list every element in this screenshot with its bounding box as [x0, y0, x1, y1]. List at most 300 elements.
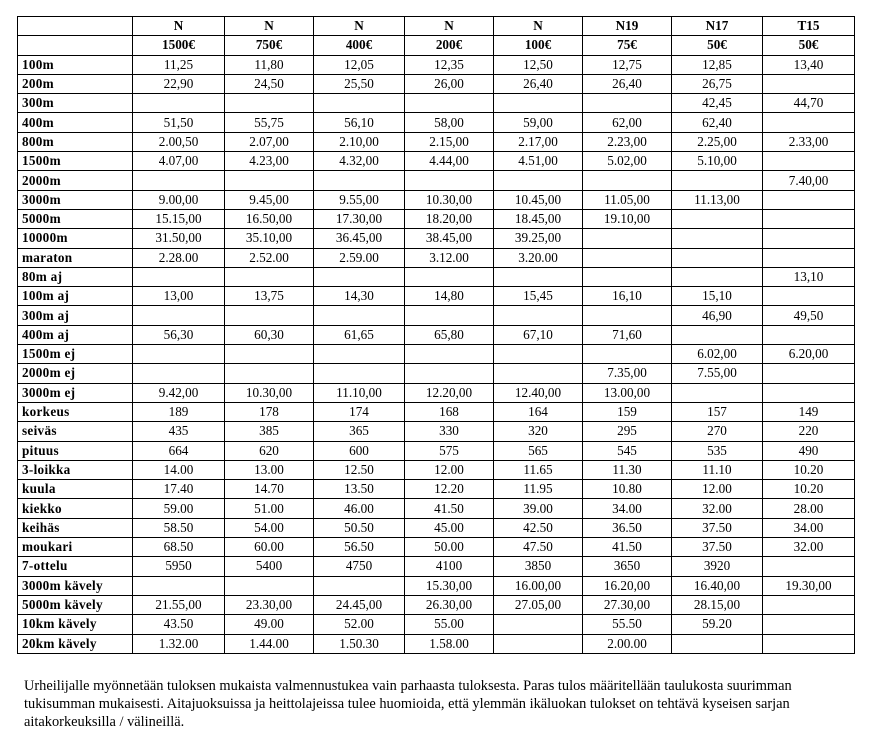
result-cell	[763, 209, 855, 228]
result-cell: 45.00	[405, 518, 494, 537]
result-cell: 365	[314, 422, 405, 441]
header-cell: 100€	[494, 36, 583, 55]
result-cell: 11,80	[225, 55, 314, 74]
result-cell: 32.00	[763, 538, 855, 557]
result-cell: 11.95	[494, 480, 583, 499]
result-cell	[494, 345, 583, 364]
event-name-cell: 1500m ej	[18, 345, 133, 364]
result-cell	[672, 171, 763, 190]
result-cell: 25,50	[314, 74, 405, 93]
result-cell	[763, 364, 855, 383]
result-cell	[672, 634, 763, 653]
result-cell: 18.20,00	[405, 209, 494, 228]
result-cell: 26.30,00	[405, 595, 494, 614]
table-row	[18, 74, 855, 93]
result-cell: 168	[405, 402, 494, 421]
result-cell: 10.45,00	[494, 190, 583, 209]
result-cell: 3.20.00	[494, 248, 583, 267]
result-cell: 12.50	[314, 460, 405, 479]
result-cell: 159	[583, 402, 672, 421]
result-cell	[405, 306, 494, 325]
result-cell: 19.10,00	[583, 209, 672, 228]
result-cell	[494, 171, 583, 190]
result-cell: 26,00	[405, 74, 494, 93]
table-row	[18, 267, 855, 286]
result-cell: 13.50	[314, 480, 405, 499]
result-cell: 2.33,00	[763, 132, 855, 151]
event-name-cell: 2000m ej	[18, 364, 133, 383]
result-cell: 61,65	[314, 325, 405, 344]
result-cell	[763, 634, 855, 653]
result-cell: 2.23,00	[583, 132, 672, 151]
result-cell	[314, 576, 405, 595]
result-cell: 31.50,00	[133, 229, 225, 248]
result-cell: 2.15,00	[405, 132, 494, 151]
result-cell	[225, 364, 314, 383]
result-cell	[133, 306, 225, 325]
header-corner-cell	[18, 36, 133, 55]
result-cell: 12.20,00	[405, 383, 494, 402]
event-name-cell: 3000m ej	[18, 383, 133, 402]
result-cell: 270	[672, 422, 763, 441]
result-cell: 2.00,50	[133, 132, 225, 151]
result-cell: 55.50	[583, 615, 672, 634]
result-cell: 4100	[405, 557, 494, 576]
result-cell: 2.17,00	[494, 132, 583, 151]
result-cell	[583, 229, 672, 248]
event-name-cell: 2000m	[18, 171, 133, 190]
table-row	[18, 538, 855, 557]
result-cell: 2.52.00	[225, 248, 314, 267]
table-row	[18, 132, 855, 151]
result-cell: 32.00	[672, 499, 763, 518]
event-name-cell: moukari	[18, 538, 133, 557]
result-cell	[314, 94, 405, 113]
result-cell: 3.12.00	[405, 248, 494, 267]
event-name-cell: 400m	[18, 113, 133, 132]
result-cell: 1.58.00	[405, 634, 494, 653]
result-cell: 664	[133, 441, 225, 460]
table-row	[18, 557, 855, 576]
result-cell: 34.00	[583, 499, 672, 518]
result-cell: 11.10	[672, 460, 763, 479]
result-cell: 60.00	[225, 538, 314, 557]
result-cell: 24,50	[225, 74, 314, 93]
result-cell	[763, 557, 855, 576]
result-cell: 46,90	[672, 306, 763, 325]
result-cell	[314, 306, 405, 325]
event-name-cell: 3000m kävely	[18, 576, 133, 595]
result-cell: 4.44,00	[405, 152, 494, 171]
result-cell: 27.30,00	[583, 595, 672, 614]
result-cell: 11.13,00	[672, 190, 763, 209]
result-cell	[225, 306, 314, 325]
result-cell: 7.40,00	[763, 171, 855, 190]
result-cell	[763, 152, 855, 171]
header-cell: 50€	[763, 36, 855, 55]
table-row	[18, 306, 855, 325]
result-cell: 575	[405, 441, 494, 460]
table-row	[18, 229, 855, 248]
header-cell: N17	[672, 17, 763, 36]
table-row	[18, 209, 855, 228]
result-cell: 24.45,00	[314, 595, 405, 614]
result-cell: 385	[225, 422, 314, 441]
result-cell: 320	[494, 422, 583, 441]
result-cell: 68.50	[133, 538, 225, 557]
table-row	[18, 364, 855, 383]
result-cell: 15,10	[672, 287, 763, 306]
result-cell: 56.50	[314, 538, 405, 557]
result-cell: 13,10	[763, 267, 855, 286]
result-cell: 14,80	[405, 287, 494, 306]
result-cell: 2.25,00	[672, 132, 763, 151]
result-cell: 620	[225, 441, 314, 460]
result-cell: 189	[133, 402, 225, 421]
result-cell	[405, 364, 494, 383]
result-cell	[763, 74, 855, 93]
result-cell: 149	[763, 402, 855, 421]
result-cell: 51,50	[133, 113, 225, 132]
result-cell	[583, 171, 672, 190]
result-cell: 12.00	[405, 460, 494, 479]
result-cell	[763, 615, 855, 634]
result-cell	[583, 306, 672, 325]
result-cell: 35.10,00	[225, 229, 314, 248]
result-cell: 9.45,00	[225, 190, 314, 209]
result-cell: 490	[763, 441, 855, 460]
result-cell: 13.00	[225, 460, 314, 479]
table-row	[18, 518, 855, 537]
result-cell: 565	[494, 441, 583, 460]
result-cell: 5400	[225, 557, 314, 576]
table-row	[18, 171, 855, 190]
result-cell: 15.15,00	[133, 209, 225, 228]
result-cell	[494, 364, 583, 383]
result-cell: 49.00	[225, 615, 314, 634]
result-cell: 26,75	[672, 74, 763, 93]
result-cell: 545	[583, 441, 672, 460]
result-cell: 6.20,00	[763, 345, 855, 364]
result-cell: 12.20	[405, 480, 494, 499]
result-cell: 12,05	[314, 55, 405, 74]
result-cell: 12,35	[405, 55, 494, 74]
table-row	[18, 152, 855, 171]
result-cell	[133, 345, 225, 364]
header-cell: N	[494, 17, 583, 36]
result-cell: 4.51,00	[494, 152, 583, 171]
header-cell: T15	[763, 17, 855, 36]
result-cell: 10.30,00	[405, 190, 494, 209]
support-table	[17, 16, 855, 654]
event-name-cell: 20km kävely	[18, 634, 133, 653]
event-name-cell: 100m	[18, 55, 133, 74]
result-cell	[314, 171, 405, 190]
result-cell: 11.05,00	[583, 190, 672, 209]
result-cell: 41.50	[405, 499, 494, 518]
result-cell	[133, 576, 225, 595]
result-cell: 39.25,00	[494, 229, 583, 248]
result-cell: 295	[583, 422, 672, 441]
result-cell: 59.00	[133, 499, 225, 518]
result-cell: 3920	[672, 557, 763, 576]
header-corner-cell	[18, 17, 133, 36]
result-cell: 71,60	[583, 325, 672, 344]
result-cell: 46.00	[314, 499, 405, 518]
header-cell: N	[405, 17, 494, 36]
result-cell: 6.02,00	[672, 345, 763, 364]
result-cell	[225, 171, 314, 190]
result-cell: 16.50,00	[225, 209, 314, 228]
result-cell	[672, 229, 763, 248]
table-row	[18, 460, 855, 479]
result-cell	[583, 94, 672, 113]
result-cell: 37.50	[672, 518, 763, 537]
result-cell: 14.70	[225, 480, 314, 499]
table-row	[18, 113, 855, 132]
result-cell: 16.20,00	[583, 576, 672, 595]
result-cell: 174	[314, 402, 405, 421]
result-cell: 2.10,00	[314, 132, 405, 151]
result-cell: 14,30	[314, 287, 405, 306]
result-cell	[314, 267, 405, 286]
result-cell	[763, 113, 855, 132]
result-cell: 58.50	[133, 518, 225, 537]
result-cell: 19.30,00	[763, 576, 855, 595]
result-cell: 11,25	[133, 55, 225, 74]
table-row	[18, 615, 855, 634]
event-name-cell: maraton	[18, 248, 133, 267]
result-cell: 27.05,00	[494, 595, 583, 614]
event-name-cell: kiekko	[18, 499, 133, 518]
event-name-cell: 7-ottelu	[18, 557, 133, 576]
result-cell: 28.15,00	[672, 595, 763, 614]
event-name-cell: 10km kävely	[18, 615, 133, 634]
result-cell: 15,45	[494, 287, 583, 306]
result-cell	[405, 267, 494, 286]
result-cell	[133, 364, 225, 383]
result-cell: 22,90	[133, 74, 225, 93]
result-cell	[763, 287, 855, 306]
support-table-body	[18, 17, 855, 654]
result-cell	[494, 94, 583, 113]
result-cell: 17.30,00	[314, 209, 405, 228]
result-cell	[314, 364, 405, 383]
event-name-cell: 400m aj	[18, 325, 133, 344]
result-cell	[225, 94, 314, 113]
result-cell: 15.30,00	[405, 576, 494, 595]
result-cell: 164	[494, 402, 583, 421]
result-cell: 2.00.00	[583, 634, 672, 653]
result-cell	[225, 576, 314, 595]
result-cell	[763, 595, 855, 614]
result-cell: 11.30	[583, 460, 672, 479]
result-cell: 7.35,00	[583, 364, 672, 383]
result-cell: 67,10	[494, 325, 583, 344]
event-name-cell: 100m aj	[18, 287, 133, 306]
table-row	[18, 402, 855, 421]
event-name-cell: 3-loikka	[18, 460, 133, 479]
result-cell: 157	[672, 402, 763, 421]
result-cell: 59,00	[494, 113, 583, 132]
result-cell	[763, 229, 855, 248]
result-cell: 220	[763, 422, 855, 441]
event-name-cell: 5000m	[18, 209, 133, 228]
result-cell: 23.30,00	[225, 595, 314, 614]
result-cell	[763, 383, 855, 402]
table-row	[18, 441, 855, 460]
result-cell: 26,40	[494, 74, 583, 93]
result-cell	[494, 634, 583, 653]
result-cell	[672, 267, 763, 286]
result-cell: 36.45,00	[314, 229, 405, 248]
result-cell: 47.50	[494, 538, 583, 557]
result-cell	[672, 383, 763, 402]
table-row	[18, 325, 855, 344]
header-cell: 50€	[672, 36, 763, 55]
event-name-cell: 5000m kävely	[18, 595, 133, 614]
result-cell: 4750	[314, 557, 405, 576]
result-cell	[763, 248, 855, 267]
table-row	[18, 190, 855, 209]
table-row	[18, 480, 855, 499]
result-cell: 3850	[494, 557, 583, 576]
event-name-cell: 3000m	[18, 190, 133, 209]
result-cell: 9.55,00	[314, 190, 405, 209]
result-cell: 12.00	[672, 480, 763, 499]
event-name-cell: keihäs	[18, 518, 133, 537]
result-cell	[494, 306, 583, 325]
result-cell: 13,75	[225, 287, 314, 306]
result-cell: 56,10	[314, 113, 405, 132]
result-cell: 38.45,00	[405, 229, 494, 248]
result-cell: 51.00	[225, 499, 314, 518]
result-cell	[225, 345, 314, 364]
header-cell: N	[225, 17, 314, 36]
header-cell: 750€	[225, 36, 314, 55]
table-row	[18, 499, 855, 518]
result-cell	[763, 190, 855, 209]
result-cell	[672, 325, 763, 344]
result-cell: 34.00	[763, 518, 855, 537]
result-cell: 1.32.00	[133, 634, 225, 653]
result-cell: 3650	[583, 557, 672, 576]
result-cell	[133, 94, 225, 113]
result-cell: 7.55,00	[672, 364, 763, 383]
table-row	[18, 248, 855, 267]
result-cell: 65,80	[405, 325, 494, 344]
header-cell: 200€	[405, 36, 494, 55]
footnote-paragraph: Urheilijalle myönnetään tuloksen mukaista valmennustukea vain parhaasta tuloksesta. Paras tulos määritellään taulukosta suurimman tukisumman mukaisesti. Aitajuoksuissa ja heittolajeissa tulee huomioida, että ylemmän ikäluokan tulokset on tehtävä kyseisen sarjan aitakorkeuksilla / välineillä.	[24, 678, 792, 731]
event-name-cell: seiväs	[18, 422, 133, 441]
header-cell: N19	[583, 17, 672, 36]
result-cell: 4.07,00	[133, 152, 225, 171]
result-cell: 5.02,00	[583, 152, 672, 171]
result-cell: 59.20	[672, 615, 763, 634]
table-row	[18, 576, 855, 595]
result-cell: 62,40	[672, 113, 763, 132]
event-name-cell: 800m	[18, 132, 133, 151]
result-cell: 36.50	[583, 518, 672, 537]
result-cell: 18.45,00	[494, 209, 583, 228]
header-row-category	[18, 17, 855, 36]
table-row	[18, 422, 855, 441]
result-cell: 55.00	[405, 615, 494, 634]
result-cell: 1.44.00	[225, 634, 314, 653]
table-row	[18, 287, 855, 306]
event-name-cell: 300m	[18, 94, 133, 113]
result-cell	[133, 171, 225, 190]
result-cell: 17.40	[133, 480, 225, 499]
result-cell	[672, 209, 763, 228]
event-name-cell: pituus	[18, 441, 133, 460]
result-cell: 52.00	[314, 615, 405, 634]
event-name-cell: 10000m	[18, 229, 133, 248]
result-cell: 41.50	[583, 538, 672, 557]
result-cell: 56,30	[133, 325, 225, 344]
result-cell: 58,00	[405, 113, 494, 132]
result-cell: 4.32,00	[314, 152, 405, 171]
result-cell	[314, 345, 405, 364]
table-row	[18, 383, 855, 402]
result-cell: 11.65	[494, 460, 583, 479]
result-cell: 12,85	[672, 55, 763, 74]
result-cell: 9.00,00	[133, 190, 225, 209]
result-cell: 435	[133, 422, 225, 441]
result-cell: 13,00	[133, 287, 225, 306]
result-cell: 10.20	[763, 480, 855, 499]
result-cell: 535	[672, 441, 763, 460]
event-name-cell: 300m aj	[18, 306, 133, 325]
result-cell: 39.00	[494, 499, 583, 518]
result-cell	[494, 615, 583, 634]
event-name-cell: 1500m	[18, 152, 133, 171]
result-cell: 2.59.00	[314, 248, 405, 267]
result-cell: 44,70	[763, 94, 855, 113]
result-cell: 12,75	[583, 55, 672, 74]
result-cell: 16.00,00	[494, 576, 583, 595]
result-cell: 12.40,00	[494, 383, 583, 402]
result-cell: 2.07,00	[225, 132, 314, 151]
result-cell	[672, 248, 763, 267]
result-cell	[763, 325, 855, 344]
result-cell: 49,50	[763, 306, 855, 325]
event-name-cell: korkeus	[18, 402, 133, 421]
result-cell: 10.20	[763, 460, 855, 479]
result-cell: 13,40	[763, 55, 855, 74]
result-cell: 60,30	[225, 325, 314, 344]
header-row-amount	[18, 36, 855, 55]
result-cell: 43.50	[133, 615, 225, 634]
result-cell: 50.50	[314, 518, 405, 537]
header-cell: 75€	[583, 36, 672, 55]
event-name-cell: 200m	[18, 74, 133, 93]
result-cell: 4.23,00	[225, 152, 314, 171]
result-cell	[583, 267, 672, 286]
result-cell	[494, 267, 583, 286]
result-cell: 54.00	[225, 518, 314, 537]
result-cell	[405, 345, 494, 364]
result-cell: 1.50.30	[314, 634, 405, 653]
event-name-cell: 80m aj	[18, 267, 133, 286]
result-cell: 330	[405, 422, 494, 441]
event-name-cell: kuula	[18, 480, 133, 499]
result-cell: 26,40	[583, 74, 672, 93]
result-cell: 42,45	[672, 94, 763, 113]
result-cell: 14.00	[133, 460, 225, 479]
header-cell: 1500€	[133, 36, 225, 55]
header-cell: 400€	[314, 36, 405, 55]
